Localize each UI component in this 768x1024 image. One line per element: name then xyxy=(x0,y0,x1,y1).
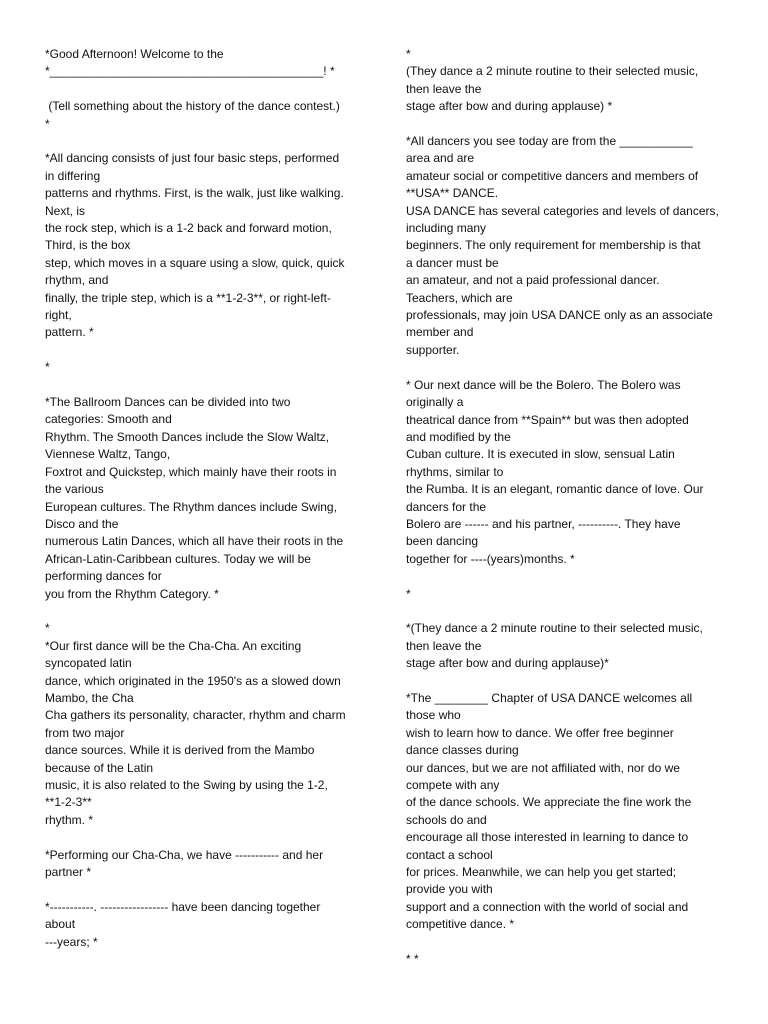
history-prompt: (Tell something about the history of the dance contest.) * xyxy=(45,99,340,131)
basic-steps-paragraph: *All dancing consists of just four basic steps, performed in differing patterns and rhythms. First, is the walk, just like walking. Next, is the rock step, which is a 1-2 back and forward motion, Third, is the box step, which moves in a square using a slow, quick, quick rhythm, and finally, the triple step, which is a **1-2-3**, or right-left- right, pattern. * xyxy=(45,151,345,340)
right-column xyxy=(406,46,731,968)
separator-asterisk-right: * xyxy=(406,586,411,601)
chapter-welcome-paragraph: *The ________ Chapter of USA DANCE welcomes all those who wish to learn how to dance. We offer free beginner dance classes during our dances, but we are not affiliated with, nor do we compete with any of the dance schools. We appreciate the fine work the schools do and encourage all those interested in learning to dance to contact a school for prices. Meanwhile, we can help you get started; provide you with support and a connection with the world of social and competitive dance. * xyxy=(406,690,693,932)
usa-dance-paragraph: *All dancers you see today are from the ___________ area and are amateur social or competitive dancers and members of **USA** DANCE. USA DANCE has several categories and levels of dancers, including many beginners. The only requirement for membership is that a dancer must be an amateur, and not a paid professional dancer. Teachers, which are professionals, may join USA DANCE only as an associate member and supporter. xyxy=(406,134,719,357)
closing-asterisks: * * xyxy=(406,952,419,967)
dancing-together-paragraph: *-----------. ----------------- have been dancing together about ---years; * xyxy=(45,899,321,949)
cha-cha-paragraph: * *Our first dance will be the Cha-Cha. An exciting syncopated latin dance, which originated in the 1950's as a slowed down Mambo, the Cha Cha gathers its personality, character, rhythm and charm from two major dance sources. While it is derived from the Mambo because of the Latin music, it is also related to the Swing by using the 1-2, **1-2-3** rhythm. * xyxy=(45,621,346,827)
routine-note-2: *(They dance a 2 minute routine to their selected music, then leave the stage after bow and during applause)* xyxy=(406,621,703,671)
bolero-paragraph: * Our next dance will be the Bolero. The Bolero was originally a theatrical dance from **Spain** but was then adopted and modified by the Cuban culture. It is executed in slow, sensual Latin rhythms, similar to the Rumba. It is an elegant, romantic dance of love. Our dancers for the Bolero are ------ and his partner, ----------. They have been dancing together for ----(years)months. * xyxy=(406,377,704,566)
cha-cha-performers-paragraph: *Performing our Cha-Cha, we have ----------- and her partner * xyxy=(45,847,324,879)
welcome-paragraph: *Good Afternoon! Welcome to the *_________________________________________! * xyxy=(45,47,335,79)
left-column xyxy=(45,46,370,951)
ballroom-categories-paragraph: *The Ballroom Dances can be divided into two categories: Smooth and Rhythm. The Smooth Dances include the Slow Waltz, Viennese Waltz, Tango, Foxtrot and Quickstep, which mainly have their roots in the various European cultures. The Rhythm dances include Swing, Disco and the numerous Latin Dances, which all have their roots in the African-Latin-Caribbean cultures. Today we will be performing dances for you from the Rhythm Category. * xyxy=(45,395,344,601)
routine-note-1: * (They dance a 2 minute routine to their selected music, then leave the stage after bow and during applause) * xyxy=(406,47,699,114)
separator-asterisk: * xyxy=(45,360,50,375)
